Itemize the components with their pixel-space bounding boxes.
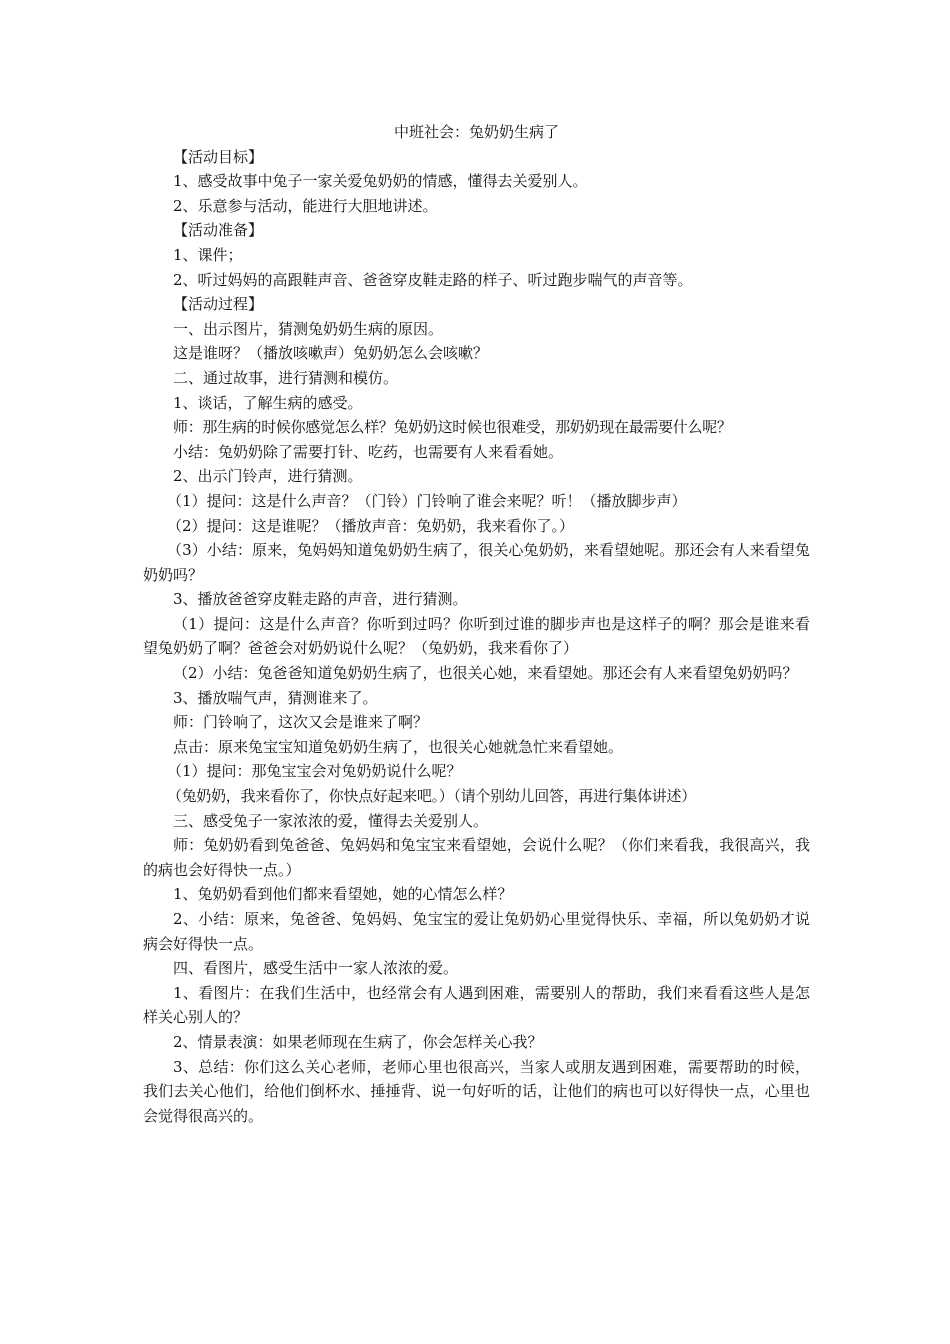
paragraph: 2、乐意参与活动，能进行大胆地讲述。 [173, 196, 438, 215]
section-heading-goals: 【活动目标】 [173, 147, 264, 166]
paragraph: 2、小结：原来，兔爸爸、兔妈妈、兔宝宝的爱让兔奶奶心里觉得快乐、幸福，所以兔奶奶才说病会好得快一点。 [143, 910, 810, 953]
paragraph: 师：兔奶奶看到兔爸爸、兔妈妈和兔宝宝来看望她，会说什么呢？（你们来看我，我很高兴，我的病也会好得快一点。） [143, 836, 810, 879]
paragraph: （3）小结：原来，兔妈妈知道兔奶奶生病了，很关心兔奶奶，来看望她呢。那还会有人来看望兔奶奶吗？ [143, 541, 810, 584]
document-body [143, 120, 810, 1128]
section-heading-preparation: 【活动准备】 [173, 221, 264, 240]
paragraph: 二、通过故事，进行猜测和模仿。 [173, 368, 399, 387]
paragraph: （2）小结：兔爸爸知道兔奶奶生病了，也很关心她，来看望她。那还会有人来看望兔奶奶吗？ [173, 664, 798, 683]
paragraph: 1、感受故事中兔子一家关爱兔奶奶的情感，懂得去关爱别人。 [173, 172, 588, 191]
paragraph: 1、谈话，了解生病的感受。 [173, 393, 363, 412]
paragraph: （兔奶奶，我来看你了，你快点好起来吧。）（请个别幼儿回答，再进行集体讲述） [167, 787, 696, 806]
paragraph: 一、出示图片，猜测兔奶奶生病的原因。 [173, 319, 444, 338]
paragraph: 3、播放喘气声，猜测谁来了。 [173, 688, 378, 707]
paragraph: 1、课件； [173, 245, 243, 264]
paragraph: 这是谁呀？（播放咳嗽声）兔奶奶怎么会咳嗽？ [173, 344, 489, 363]
paragraph: （1）提问：这是什么声音？（门铃）门铃响了谁会来呢？听！（播放脚步声） [167, 491, 687, 510]
paragraph: 三、感受兔子一家浓浓的爱，懂得去关爱别人。 [173, 811, 489, 830]
paragraph: 1、兔奶奶看到他们都来看望她，她的心情怎么样？ [173, 885, 513, 904]
paragraph: 3、播放爸爸穿皮鞋走路的声音，进行猜测。 [173, 590, 468, 609]
paragraph: 1、看图片：在我们生活中，也经常会有人遇到困难，需要别人的帮助，我们来看看这些人是怎样关心别人的？ [143, 983, 810, 1027]
paragraph: 四、看图片，感受生活中一家人浓浓的爱。 [173, 959, 459, 978]
section-heading-process: 【活动过程】 [173, 295, 264, 314]
document-title: 中班社会：兔奶奶生病了 [393, 123, 559, 141]
paragraph: （2）提问：这是谁呢？（播放声音：兔奶奶，我来看你了。） [167, 516, 575, 535]
paragraph: 师：那生病的时候你感觉怎么样？兔奶奶这时候也很难受，那奶奶现在最需要什么呢？ [173, 418, 732, 437]
paragraph: 2、出示门铃声，进行猜测。 [173, 467, 363, 486]
paragraph: 2、听过妈妈的高跟鞋声音、爸爸穿皮鞋走路的样子、听过跑步喘气的声音等。 [173, 270, 693, 289]
paragraph: 点击：原来兔宝宝知道兔奶奶生病了，也很关心她就急忙来看望她。 [173, 737, 624, 756]
paragraph: 3、总结：你们这么关心老师，老师心里也很高兴，当家人或朋友遇到困难，需要帮助的时候，我们去关心他们，给他们倒杯水、捶捶背、说一句好听的话，让他们的病也可以好得快一点，心里也会觉得很高兴的。 [143, 1057, 810, 1125]
paragraph: 2、情景表演：如果老师现在生病了，你会怎样关心我？ [173, 1032, 543, 1051]
paragraph: 师：门铃响了，这次又会是谁来了啊？ [173, 713, 429, 732]
paragraph: （1）提问：那兔宝宝会对兔奶奶说什么呢？ [167, 762, 462, 781]
paragraph: 小结：兔奶奶除了需要打针、吃药，也需要有人来看看她。 [173, 442, 564, 461]
paragraph: （1）提问：这是什么声音？你听到过吗？你听到过谁的脚步声也是这样子的啊？那会是谁来看望兔奶奶了啊？爸爸会对奶奶说什么呢？（兔奶奶，我来看你了） [143, 614, 810, 658]
